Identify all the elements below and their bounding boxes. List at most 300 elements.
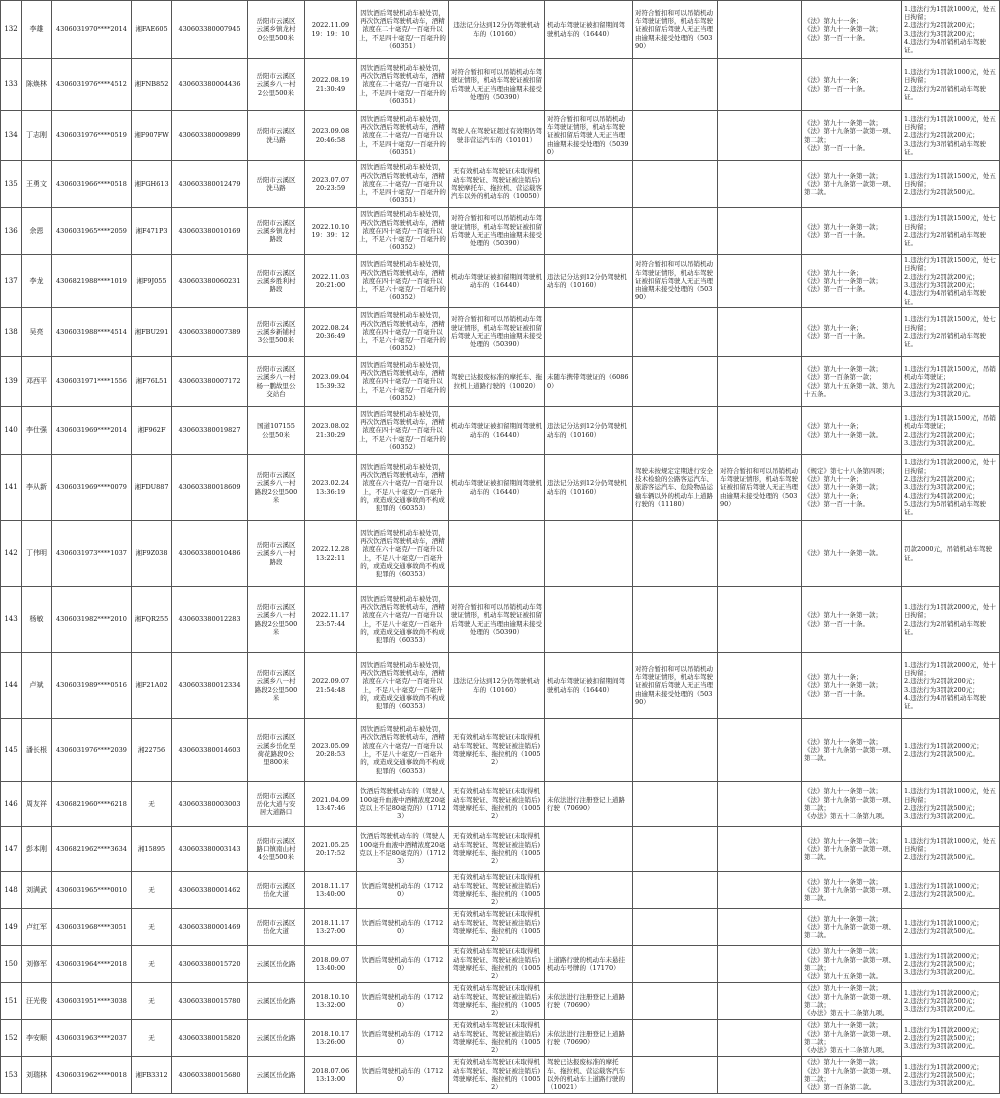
row-number: 152 xyxy=(1,1020,22,1057)
violation-3: 违法记分达到12分仍驾驶机动车的（10160） xyxy=(545,407,633,455)
table-row xyxy=(1,983,1000,1020)
violation-place: 岳阳市云溪区 岳化大道 xyxy=(248,909,305,946)
violation-2: 无有效机动车驾驶证(未取得机动车驾驶证、驾驶证被注销后)驾驶摩托车、拖拉机的（10052） xyxy=(449,946,545,983)
plate-number: 湘FDU887 xyxy=(132,455,172,521)
violation-1: 饮酒后驾驶机动车的（驾驶人100毫升血液中酒精浓度20毫克以上不足80毫克的）（17123） xyxy=(357,782,449,827)
violation-time: 2023.08.02 21:30:29 xyxy=(305,407,357,455)
violation-place: 岳阳市云溪区 洗马路 xyxy=(248,111,305,161)
legal-basis: 《法》第九十一条第一款； 《法》第十九条第一款第一项、第二款； 《法》第一百一十条。 xyxy=(802,111,902,161)
plate-number: 无 xyxy=(132,872,172,909)
violation-time: 2022.11.03 20:21:00 xyxy=(305,255,357,308)
violation-3: 上道路行驶的机动车未悬挂机动车号牌的（17170） xyxy=(545,946,633,983)
row-number: 137 xyxy=(1,255,22,308)
person-name: 李从新 xyxy=(22,455,52,521)
plate-number: 湘F962F xyxy=(132,407,172,455)
violation-5 xyxy=(718,1020,802,1057)
violation-1: 因饮酒后驾驶机动车被处罚，再次饮酒后驾驶机动车，酒精浓度在六十毫克/一百毫升以上，不足八十毫克/一百毫升的，或造成交通事故尚不构成犯罪的（60353） xyxy=(357,719,449,782)
person-name: 彭本刚 xyxy=(22,827,52,872)
file-number: 430603380007389 xyxy=(172,308,248,357)
person-name: 杨敏 xyxy=(22,587,52,653)
violation-time: 2018.07.06 13:13:00 xyxy=(305,1057,357,1094)
penalty: 1.违法行为1罚款1500元，吊销机动车驾驶证； 2.违法行为2罚款200元； 3.违法行为3罚款20元。 xyxy=(902,357,1000,407)
violation-5 xyxy=(718,827,802,872)
violation-time: 2018.09.07 13:40:00 xyxy=(305,946,357,983)
person-name: 刘修军 xyxy=(22,946,52,983)
violation-3 xyxy=(545,587,633,653)
violation-4 xyxy=(633,946,718,983)
legal-basis: 《法》第九十一条； 《法》第九十一条第一款； 《法》第一百一十条。 xyxy=(802,1,902,59)
file-number: 430603380015720 xyxy=(172,946,248,983)
violation-5 xyxy=(718,872,802,909)
person-name: 卢斌 xyxy=(22,653,52,719)
violation-1: 因饮酒后驾驶机动车被处罚，再次饮酒后驾驶机动车，酒精浓度在四十毫克/一百毫升以上，不足六十毫克/一百毫升的（60352） xyxy=(357,308,449,357)
violation-time: 2021.05.25 20:17:52 xyxy=(305,827,357,872)
person-name: 李仕强 xyxy=(22,407,52,455)
violation-3: 机动车驾驶证被扣留期间驾驶机动车的（16440） xyxy=(545,1,633,59)
file-number: 430603380015680 xyxy=(172,1057,248,1094)
table-row xyxy=(1,357,1000,407)
person-name: 周友祥 xyxy=(22,782,52,827)
person-name: 吴亮 xyxy=(22,308,52,357)
penalty: 1.违法行为1罚款2000元，处十日拘留； 2.违法行为2罚款200元； 3.违法行为3罚款200元； 4.违法行为4吊销机动车驾驶证。 xyxy=(902,653,1000,719)
violation-4 xyxy=(633,587,718,653)
violation-5 xyxy=(718,208,802,255)
table-row xyxy=(1,946,1000,983)
violation-place: 岳阳市云溪区 云溪乡胜利村 路段 xyxy=(248,255,305,308)
penalty: 1.违法行为1罚款2000元，处十日拘留； 2.违法行为2吊销机动车驾驶证。 xyxy=(902,587,1000,653)
id-number: 4306821988****1019 xyxy=(52,255,132,308)
legal-basis: 《法》第九十一条； 《法》第九十一条第一款； 《法》第一百一十条。 xyxy=(802,255,902,308)
violation-2: 对符合暂扣和可以吊销机动车驾驶证情形，机动车驾驶证被扣留后驾驶人无正当理由逾期未接受处理的（50390） xyxy=(449,587,545,653)
violation-3 xyxy=(545,59,633,111)
violation-5: 对符合暂扣和可以吊销机动车驾驶证情形，机动车驾驶证被扣留后驾驶人无正当理由逾期未接受处理的（50390） xyxy=(718,455,802,521)
violation-place: 岳阳市云溪区 洗马路 xyxy=(248,161,305,208)
id-number: 4306031982****2010 xyxy=(52,587,132,653)
violation-4: 驾驶未按规定定期进行安全技术检验的公路客运汽车、旅游客运汽车、危险物品运输车辆以外的机动车上道路行驶的（11180） xyxy=(633,455,718,521)
violation-1: 因饮酒后驾驶机动车被处罚，再次饮酒后驾驶机动车，酒精浓度在四十毫克/一百毫升以上，不足六十毫克/一百毫升的（60352） xyxy=(357,407,449,455)
violation-4 xyxy=(633,357,718,407)
penalty: 1.违法行为1罚款1000元，处五日拘留； 2.违法行为2吊销机动车驾驶证。 xyxy=(902,59,1000,111)
table-row xyxy=(1,59,1000,111)
violation-5 xyxy=(718,407,802,455)
violation-5 xyxy=(718,357,802,407)
violation-4: 对符合暂扣和可以吊销机动车驾驶证情形，机动车驾驶证被扣留后驾驶人无正当理由逾期未接受处理的（50390） xyxy=(633,1,718,59)
penalty: 1.违法行为1罚款1500元，吊销机动车驾驶证； 2.违法行为2罚款200元； 3.违法行为3罚款200元。 xyxy=(902,407,1000,455)
id-number: 4306031969****0079 xyxy=(52,455,132,521)
violation-3 xyxy=(545,161,633,208)
violation-3: 未依法进行注册登记上道路行驶（70690） xyxy=(545,1020,633,1057)
violation-3: 违法记分达到12分仍驾驶机动车的（10160） xyxy=(545,255,633,308)
table-row xyxy=(1,407,1000,455)
violation-1: 饮酒后驾驶机动车的（17120） xyxy=(357,1057,449,1094)
row-number: 138 xyxy=(1,308,22,357)
legal-basis: 《法》第九十一条第一款； 《法》第十九条第一款第一项、第二款； 《法》第一百条第二款。 xyxy=(802,1057,902,1094)
violation-place: 岳阳市云溪区 岳化大道 xyxy=(248,872,305,909)
violation-time: 2023.09.08 20:46:58 xyxy=(305,111,357,161)
plate-number: 湘F9Z038 xyxy=(132,521,172,587)
table-row xyxy=(1,827,1000,872)
legal-basis: 《法》第九十一条第一款； 《法》第十九条第一款第一项、第二款； 《办法》第五十二条第九项。 xyxy=(802,983,902,1020)
violation-place: 岳阳市云溪区 云溪乡八一村 路段2公里500 米 xyxy=(248,587,305,653)
violation-5 xyxy=(718,983,802,1020)
violation-2: 无有效机动车驾驶证(未取得机动车驾驶证、驾驶证被注销后)驾驶摩托车、拖拉机的（10052） xyxy=(449,827,545,872)
plate-number: 湘15895 xyxy=(132,827,172,872)
plate-number: 无 xyxy=(132,983,172,1020)
violation-place: 岳阳市云溪区 云溪乡镇龙村 路段 xyxy=(248,208,305,255)
violation-2: 对符合暂扣和可以吊销机动车驾驶证情形，机动车驾驶证被扣留后驾驶人无正当理由逾期未接受处理的（50390） xyxy=(449,308,545,357)
violation-2: 机动车驾驶证被扣留期间驾驶机动车的（16440） xyxy=(449,407,545,455)
penalty: 1.违法行为1罚款1500元，处七日拘留； 2.违法行为2吊销机动车驾驶证。 xyxy=(902,308,1000,357)
violation-2: 无有效机动车驾驶证(未取得机动车驾驶证、驾驶证被注销后)驾驶摩托车、拖拉机、营运载客汽车以外的机动车的（10050） xyxy=(449,161,545,208)
legal-basis: 《法》第九十一条第一款； 《法》第一百一十条。 xyxy=(802,208,902,255)
violation-1: 饮酒后驾驶机动车的（17120） xyxy=(357,983,449,1020)
legal-basis: 《法》第九十一条第一款； 《法》第十九条第一款第一项、第二款。 xyxy=(802,827,902,872)
violation-4: 对符合暂扣和可以吊销机动车驾驶证情形，机动车驾驶证被扣留后驾驶人无正当理由逾期未接受处理的（50390） xyxy=(633,653,718,719)
person-name: 卢红军 xyxy=(22,909,52,946)
violation-place: 云溪区岳化路 xyxy=(248,1020,305,1057)
file-number: 430603380018609 xyxy=(172,455,248,521)
violation-3 xyxy=(545,872,633,909)
violation-2: 无有效机动车驾驶证(未取得机动车驾驶证、驾驶证被注销后)驾驶摩托车、拖拉机的（10052） xyxy=(449,1057,545,1094)
legal-basis: 《法》第九十一条； 《法》第九十一条第一款。 xyxy=(802,407,902,455)
violation-5 xyxy=(718,719,802,782)
violation-1: 饮酒后驾驶机动车的（17120） xyxy=(357,946,449,983)
legal-basis: 《法》第九十一条第一款； 《法》第十九条第一款第一项、第二款。 xyxy=(802,719,902,782)
file-number: 430603380014603 xyxy=(172,719,248,782)
id-number: 4306031976****4512 xyxy=(52,59,132,111)
violation-time: 2022.08.24 20:36:49 xyxy=(305,308,357,357)
violation-5 xyxy=(718,255,802,308)
violation-place: 云溪区岳化路 xyxy=(248,946,305,983)
violation-4 xyxy=(633,308,718,357)
row-number: 132 xyxy=(1,1,22,59)
table-row xyxy=(1,719,1000,782)
id-number: 4306031964****2018 xyxy=(52,946,132,983)
table-row xyxy=(1,111,1000,161)
plate-number: 湘FQR255 xyxy=(132,587,172,653)
plate-number: 湘F9J055 xyxy=(132,255,172,308)
table-row xyxy=(1,208,1000,255)
penalty: 1.违法行为1罚款1500元，处五日拘留； 2.违法行为2罚款500元。 xyxy=(902,161,1000,208)
row-number: 135 xyxy=(1,161,22,208)
id-number: 4306031989****0516 xyxy=(52,653,132,719)
file-number: 430603380015820 xyxy=(172,1020,248,1057)
violation-4: 对符合暂扣和可以吊销机动车驾驶证情形，机动车驾驶证被扣留后驾驶人无正当理由逾期未接受处理的（50390） xyxy=(633,255,718,308)
file-number: 430603380012334 xyxy=(172,653,248,719)
table-row xyxy=(1,1,1000,59)
legal-basis: 《法》第九十一条第一款； 《法》第一百一十条。 xyxy=(802,587,902,653)
person-name: 余恩 xyxy=(22,208,52,255)
violation-time: 2023.05.09 20:28:53 xyxy=(305,719,357,782)
violation-time: 2018.10.17 13:26:00 xyxy=(305,1020,357,1057)
violation-5 xyxy=(718,161,802,208)
plate-number: 湘FB3312 xyxy=(132,1057,172,1094)
violation-3 xyxy=(545,719,633,782)
violation-5 xyxy=(718,1057,802,1094)
violation-4 xyxy=(633,59,718,111)
violation-4 xyxy=(633,782,718,827)
legal-basis: 《法》第九十一条第一款； 《法》第十九条第一款第一项、第二款； 《办法》第五十二条第九项。 xyxy=(802,782,902,827)
row-number: 139 xyxy=(1,357,22,407)
id-number: 4306031973****1037 xyxy=(52,521,132,587)
violation-4 xyxy=(633,161,718,208)
violation-5 xyxy=(718,1,802,59)
violation-1: 因饮酒后驾驶机动车被处罚，再次饮酒后驾驶机动车，酒精浓度在六十毫克/一百毫升以上，不足八十毫克/一百毫升的，或造成交通事故尚不构成犯罪的（60353） xyxy=(357,587,449,653)
id-number: 4306031963****2037 xyxy=(52,1020,132,1057)
violation-time: 2022.09.07 21:54:48 xyxy=(305,653,357,719)
table-row xyxy=(1,909,1000,946)
file-number: 430603380007172 xyxy=(172,357,248,407)
violation-5 xyxy=(718,587,802,653)
violation-1: 因饮酒后驾驶机动车被处罚，再次饮酒后驾驶机动车，酒精浓度在四十毫克/一百毫升以上，不足六十毫克/一百毫升的（60352） xyxy=(357,357,449,407)
penalty: 1.违法行为1罚款2000元； 2.违法行为2罚款500元； 3.违法行为3罚款200元。 xyxy=(902,983,1000,1020)
id-number: 4306031965****0010 xyxy=(52,872,132,909)
person-name: 潘长根 xyxy=(22,719,52,782)
violation-3 xyxy=(545,208,633,255)
penalty: 1.违法行为1罚款2000元； 2.违法行为2罚款500元。 xyxy=(902,719,1000,782)
row-number: 145 xyxy=(1,719,22,782)
penalty: 罚款2000元，吊销机动车驾驶证。 xyxy=(902,521,1000,587)
violation-4 xyxy=(633,111,718,161)
row-number: 147 xyxy=(1,827,22,872)
violation-2: 机动车驾驶证被扣留期间驾驶机动车的（16440） xyxy=(449,455,545,521)
violation-4 xyxy=(633,719,718,782)
violation-3: 未依法进行注册登记上道路行驶（70690） xyxy=(545,782,633,827)
violation-time: 2022.11.17 23:57:44 xyxy=(305,587,357,653)
table-row xyxy=(1,255,1000,308)
violation-1: 饮酒后驾驶机动车的（17120） xyxy=(357,872,449,909)
plate-number: 无 xyxy=(132,1020,172,1057)
violation-place: 岳阳市云溪区 云溪乡八一村 路段2公里500 米 xyxy=(248,455,305,521)
violation-time: 2022.11.09 19：19：10 xyxy=(305,1,357,59)
plate-number: 湘FBU291 xyxy=(132,308,172,357)
person-name: 刘满武 xyxy=(22,872,52,909)
person-name: 刘瑞林 xyxy=(22,1057,52,1094)
violation-2: 无有效机动车驾驶证(未取得机动车驾驶证、驾驶证被注销后)驾驶摩托车、拖拉机的（10052） xyxy=(449,1020,545,1057)
plate-number: 湘FGH613 xyxy=(132,161,172,208)
file-number: 430603380010169 xyxy=(172,208,248,255)
plate-number: 湘F21A02 xyxy=(132,653,172,719)
id-number: 4306031969****2014 xyxy=(52,407,132,455)
row-number: 141 xyxy=(1,455,22,521)
violation-2: 驾驶已达报废标准的摩托车、拖拉机上道路行驶的（10020） xyxy=(449,357,545,407)
penalty: 1.违法行为1罚款1500元，处七日拘留； 2.违法行为2罚款200元； 3.违法行为3罚款200元； 4.违法行为4吊销机动车驾驶证。 xyxy=(902,255,1000,308)
person-name: 李龙 xyxy=(22,255,52,308)
legal-basis: 《法》第九十一条； 《法》第九十一条第一款； 《法》第一百一十条。 xyxy=(802,653,902,719)
violation-1: 因饮酒后驾驶机动车被处罚，再次饮酒后驾驶机动车，酒精浓度在六十毫克/一百毫升以上，不足八十毫克/一百毫升的，或造成交通事故尚不构成犯罪的（60353） xyxy=(357,521,449,587)
violation-1: 饮酒后驾驶机动车的（驾驶人100毫升血液中酒精浓度20毫克以上不足80毫克的）（17123） xyxy=(357,827,449,872)
file-number: 430603380007945 xyxy=(172,1,248,59)
plate-number: 湘F76L51 xyxy=(132,357,172,407)
table-row xyxy=(1,161,1000,208)
violation-time: 2023.09.04 15:39:32 xyxy=(305,357,357,407)
table-row xyxy=(1,587,1000,653)
table-row xyxy=(1,782,1000,827)
violation-3 xyxy=(545,827,633,872)
violation-place: 岳阳市云溪区 云溪乡镇龙村 0公里500米 xyxy=(248,1,305,59)
id-number: 4306031976****2039 xyxy=(52,719,132,782)
violation-2: 无有效机动车驾驶证(未取得机动车驾驶证、驾驶证被注销后)驾驶摩托车、拖拉机的（10052） xyxy=(449,719,545,782)
row-number: 148 xyxy=(1,872,22,909)
violation-place: 岳阳市云溪区 岳化大道与安 居大道路口 xyxy=(248,782,305,827)
row-number: 136 xyxy=(1,208,22,255)
table-row xyxy=(1,521,1000,587)
plate-number: 湘F471P3 xyxy=(132,208,172,255)
violation-time: 2018.11.17 13:40:00 xyxy=(305,872,357,909)
id-number: 4306031968****3051 xyxy=(52,909,132,946)
row-number: 150 xyxy=(1,946,22,983)
file-number: 430603380003143 xyxy=(172,827,248,872)
violation-4 xyxy=(633,827,718,872)
violation-2: 驾驶人在驾驶证超过有效期仍驾驶非营运汽车的（10101） xyxy=(449,111,545,161)
file-number: 430603380060231 xyxy=(172,255,248,308)
file-number: 430603380015780 xyxy=(172,983,248,1020)
file-number: 430603380012283 xyxy=(172,587,248,653)
violation-2: 对符合暂扣和可以吊销机动车驾驶证情形，机动车驾驶证被扣留后驾驶人无正当理由逾期未接受处理的（50390） xyxy=(449,59,545,111)
violation-3 xyxy=(545,909,633,946)
violation-3 xyxy=(545,521,633,587)
violation-place: 岳阳市云溪区 云溪乡八一村 路段 xyxy=(248,521,305,587)
table-row xyxy=(1,1020,1000,1057)
violation-5 xyxy=(718,111,802,161)
violation-place: 岳阳市云溪区 云溪乡新铺村 3公里500米 xyxy=(248,308,305,357)
violation-4 xyxy=(633,1057,718,1094)
table-row xyxy=(1,308,1000,357)
person-name: 邓西平 xyxy=(22,357,52,407)
id-number: 4306031988****4514 xyxy=(52,308,132,357)
violation-3 xyxy=(545,308,633,357)
plate-number: 无 xyxy=(132,909,172,946)
penalty: 1.违法行为1罚款1000元； 2.违法行为2罚款500元。 xyxy=(902,872,1000,909)
violation-time: 2022.10.10 19：39：12 xyxy=(305,208,357,255)
id-number: 4306031970****2014 xyxy=(52,1,132,59)
file-number: 430603380010486 xyxy=(172,521,248,587)
violation-2: 机动车驾驶证被扣留期间驾驶机动车的（16440） xyxy=(449,255,545,308)
id-number: 4306821960****6218 xyxy=(52,782,132,827)
violation-1: 因饮酒后驾驶机动车被处罚，再次饮酒后驾驶机动车，酒精浓度在四十毫克/一百毫升以上，不足六十毫克/一百毫升的（60352） xyxy=(357,255,449,308)
file-number: 430603380003003 xyxy=(172,782,248,827)
person-name: 陈焕林 xyxy=(22,59,52,111)
violation-2: 违法记分达到12分仍驾驶机动车的（10160） xyxy=(449,1,545,59)
legal-basis: 《法》第九十一条第一款； 《法》第十九条第一款第一项、第二款； 《办法》第五十二条第九项。 xyxy=(802,1020,902,1057)
penalty: 1.违法行为1罚款2000元； 2.违法行为2罚款500元； 3.违法行为3罚款200元。 xyxy=(902,1020,1000,1057)
violation-1: 饮酒后驾驶机动车的（17120） xyxy=(357,909,449,946)
violation-place: 云溪区岳化路 xyxy=(248,983,305,1020)
violation-5 xyxy=(718,909,802,946)
id-number: 4306031962****0018 xyxy=(52,1057,132,1094)
violation-3: 对符合暂扣和可以吊销机动车驾驶证情形，机动车驾驶证被扣留后驾驶人无正当理由逾期未接受处理的（50390） xyxy=(545,111,633,161)
violation-2: 无有效机动车驾驶证(未取得机动车驾驶证、驾驶证被注销后)驾驶摩托车、拖拉机的（10052） xyxy=(449,872,545,909)
penalty: 1.违法行为1罚款1000元，处五日拘留； 2.违法行为2罚款200元； 3.违法行为3罚款200元； 4.违法行为4吊销机动车驾驶证。 xyxy=(902,1,1000,59)
penalty: 1.违法行为1罚款2000元，处十日拘留； 2.违法行为2罚款200元； 3.违法行为3罚款200元； 4.违法行为4罚款200元； 5.违法行为5吊销机动车驾驶证。 xyxy=(902,455,1000,521)
violation-3: 违法记分达到12分仍驾驶机动车的（10160） xyxy=(545,455,633,521)
row-number: 144 xyxy=(1,653,22,719)
violation-5 xyxy=(718,653,802,719)
violation-place: 岳阳市云溪区 路口镇南山村 4公里500米 xyxy=(248,827,305,872)
violation-1: 因饮酒后驾驶机动车被处罚，再次饮酒后驾驶机动车，酒精浓度在二十毫克/一百毫升以上，不足四十毫克/一百毫升的（60351） xyxy=(357,59,449,111)
row-number: 140 xyxy=(1,407,22,455)
violation-3: 未依法进行注册登记上道路行驶（70690） xyxy=(545,983,633,1020)
violation-time: 2022.08.19 21:30:49 xyxy=(305,59,357,111)
violation-place: 岳阳市云溪区 云溪乡八一村 路段2公里500 米 xyxy=(248,653,305,719)
legal-basis: 《法》第九十一条第一款； 《法》第一百条第一款； 《法》第九十五条第一款、第九十五条。 xyxy=(802,357,902,407)
file-number: 430603380001469 xyxy=(172,909,248,946)
legal-basis: 《规定》第七十八条第四项； 《法》第九十一条； 《法》第九十一条第一款； 《法》第九十一条； 《法》第一百一十条。 xyxy=(802,455,902,521)
person-name: 李安顺 xyxy=(22,1020,52,1057)
violation-place: 云溪区岳化路 xyxy=(248,1057,305,1094)
violation-5 xyxy=(718,946,802,983)
legal-basis: 《法》第九十一条第一款； 《法》第十九条第一款第一项、第二款； 《法》第九十五条第一款。 xyxy=(802,946,902,983)
penalty: 1.违法行为1罚款1000元，处五日拘留； 2.违法行为2罚款500元； 3.违法行为3罚款200元。 xyxy=(902,782,1000,827)
violation-time: 2022.12.28 13:22:11 xyxy=(305,521,357,587)
table-row xyxy=(1,653,1000,719)
violation-2: 违法记分达到12分仍驾驶机动车的（10160） xyxy=(449,653,545,719)
violation-5 xyxy=(718,521,802,587)
violation-4 xyxy=(633,1020,718,1057)
violation-1: 因饮酒后驾驶机动车被处罚，再次饮酒后驾驶机动车，酒精浓度在二十毫克/一百毫升以上，不足四十毫克/一百毫升的（60351） xyxy=(357,111,449,161)
violation-5 xyxy=(718,59,802,111)
violation-1: 因饮酒后驾驶机动车被处罚，再次饮酒后驾驶机动车，酒精浓度在二十毫克/一百毫升以上，不足四十毫克/一百毫升的（60351） xyxy=(357,161,449,208)
person-name: 丁伟明 xyxy=(22,521,52,587)
penalty: 1.违法行为1罚款1000元，处五日拘留； 2.违法行为2罚款200元； 3.违法行为3吊销机动车驾驶证。 xyxy=(902,111,1000,161)
violation-time: 2018.10.10 13:32:00 xyxy=(305,983,357,1020)
violation-2: 无有效机动车驾驶证(未取得机动车驾驶证、驾驶证被注销后)驾驶摩托车、拖拉机的（10052） xyxy=(449,782,545,827)
id-number: 4306031951****3038 xyxy=(52,983,132,1020)
penalty: 1.违法行为1罚款1000元，处五日拘留； 2.违法行为2罚款500元。 xyxy=(902,827,1000,872)
legal-basis: 《法》第九十一条第一款； 《法》第十九条第一款第一项、第二款。 xyxy=(802,161,902,208)
violation-2: 无有效机动车驾驶证(未取得机动车驾驶证、驾驶证被注销后)驾驶摩托车、拖拉机的（10052） xyxy=(449,983,545,1020)
violation-4 xyxy=(633,521,718,587)
legal-basis: 《法》第九十一条第一款； 《法》第十九条第一款第一项、第二款。 xyxy=(802,909,902,946)
plate-number: 湘FAE605 xyxy=(132,1,172,59)
person-name: 李雄 xyxy=(22,1,52,59)
violation-place: 国道107155 公里50米 xyxy=(248,407,305,455)
table-row xyxy=(1,872,1000,909)
violation-3: 驾驶已达报废标准的摩托车、拖拉机、营运载客汽车以外的机动车上道路行驶的（10021） xyxy=(545,1057,633,1094)
legal-basis: 《法》第九十一条第一款。 xyxy=(802,521,902,587)
id-number: 4306031971****1556 xyxy=(52,357,132,407)
plate-number: 无 xyxy=(132,946,172,983)
violation-2: 对符合暂扣和可以吊销机动车驾驶证情形，机动车驾驶证被扣留后驾驶人无正当理由逾期未接受处理的（50390） xyxy=(449,208,545,255)
violation-1: 因饮酒后驾驶机动车被处罚，再次饮酒后驾驶机动车，酒精浓度在六十毫克/一百毫升以上，不足八十毫克/一百毫升的，或造成交通事故尚不构成犯罪的（60353） xyxy=(357,455,449,521)
table-body xyxy=(1,1,1000,1094)
file-number: 430603380001462 xyxy=(172,872,248,909)
penalty: 1.违法行为1罚款1500元，处七日拘留； 2.违法行为2吊销机动车驾驶证。 xyxy=(902,208,1000,255)
violation-1: 因饮酒后驾驶机动车被处罚，再次饮酒后驾驶机动车，酒精浓度在六十毫克/一百毫升以上，不足八十毫克/一百毫升的，或造成交通事故尚不构成犯罪的（60353） xyxy=(357,653,449,719)
plate-number: 湘22756 xyxy=(132,719,172,782)
legal-basis: 《法》第九十一条； 《法》第一百一十条。 xyxy=(802,59,902,111)
violation-2 xyxy=(449,521,545,587)
id-number: 4306031965****2059 xyxy=(52,208,132,255)
row-number: 149 xyxy=(1,909,22,946)
violation-4 xyxy=(633,872,718,909)
file-number: 430603380012479 xyxy=(172,161,248,208)
violation-4 xyxy=(633,208,718,255)
row-number: 133 xyxy=(1,59,22,111)
plate-number: 湘F907FW xyxy=(132,111,172,161)
violation-1: 因饮酒后驾驶机动车被处罚，再次饮酒后驾驶机动车，酒精浓度在二十毫克/一百毫升以上，不足四十毫克/一百毫升的（60351） xyxy=(357,1,449,59)
plate-number: 湘FNB852 xyxy=(132,59,172,111)
file-number: 430603380004436 xyxy=(172,59,248,111)
violation-4 xyxy=(633,909,718,946)
violation-5 xyxy=(718,782,802,827)
row-number: 134 xyxy=(1,111,22,161)
violation-place: 岳阳市云溪区 云溪乡岳化至 荷花路段0公 里800米 xyxy=(248,719,305,782)
violation-time: 2023.02.24 13:36:19 xyxy=(305,455,357,521)
row-number: 146 xyxy=(1,782,22,827)
person-name: 王勇文 xyxy=(22,161,52,208)
violation-2: 无有效机动车驾驶证(未取得机动车驾驶证、驾驶证被注销后)驾驶摩托车、拖拉机的（10052） xyxy=(449,909,545,946)
